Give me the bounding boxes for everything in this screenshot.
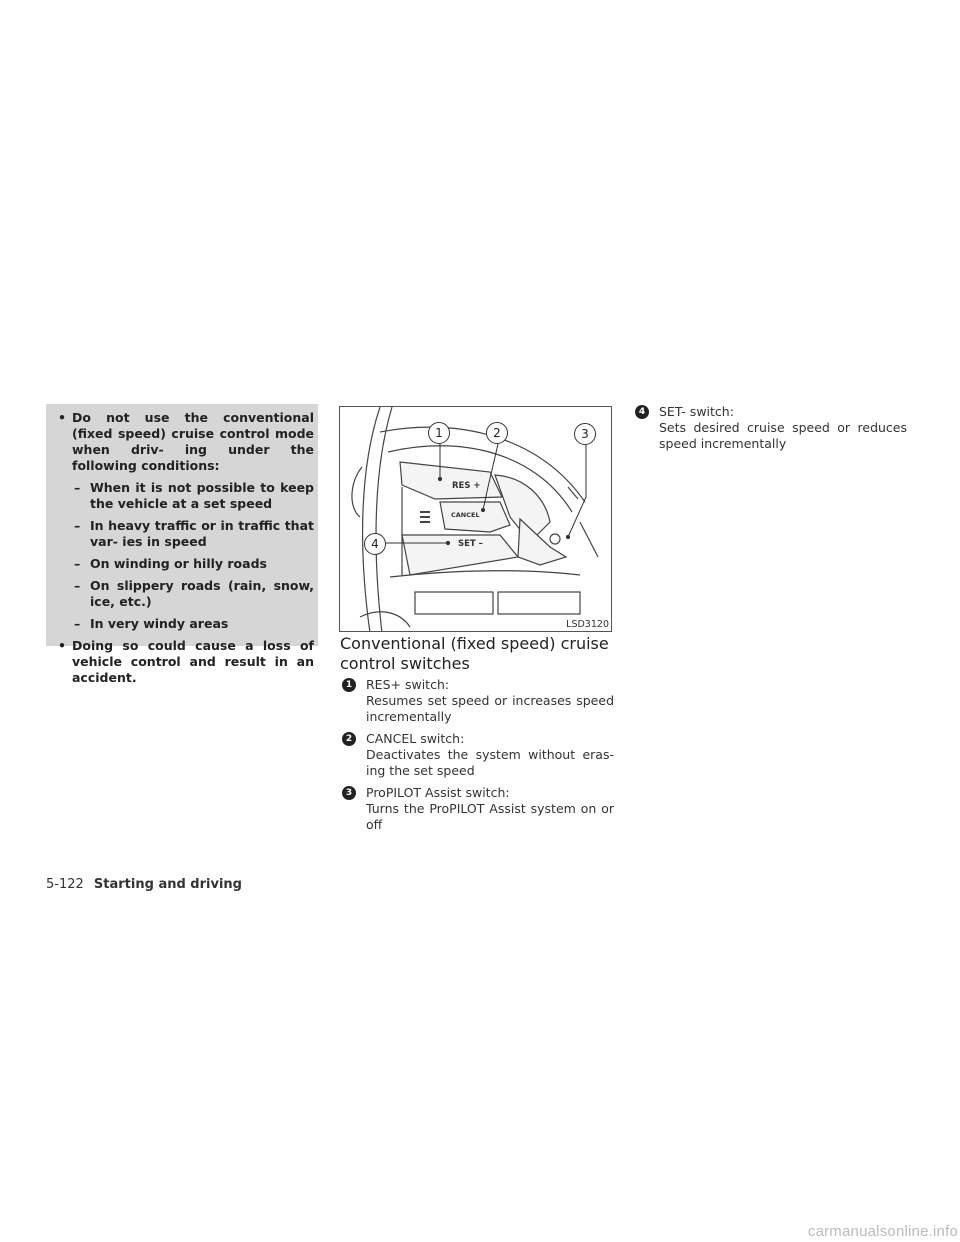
switch-item-set — [633, 404, 907, 452]
watermark: carmanualsonline.info — [807, 1223, 958, 1240]
page-number: 5-122 — [46, 877, 84, 892]
callout-number-icon: 2 — [342, 732, 356, 746]
warning-box — [46, 404, 318, 685]
chapter-title: Starting and driving — [93, 877, 242, 892]
switch-name: ProPILOT Assist switch: — [366, 785, 510, 800]
switch-name: SET- switch: — [659, 404, 734, 419]
warning-condition: – In very windy areas — [56, 616, 314, 632]
steering-switch-drawing — [340, 407, 612, 632]
switch-item-res — [340, 677, 614, 725]
callout-number-icon: 1 — [342, 678, 356, 692]
warning-bullet: • Doing so could cause a loss of vehicle control and result in an accident. — [56, 638, 314, 686]
switch-description: Turns the ProPILOT Assist system on or off — [366, 801, 614, 832]
callout-2: 2 — [486, 422, 508, 444]
cancel-button-label: CANCEL — [451, 511, 480, 519]
switch-list-continued — [633, 404, 907, 458]
callout-1: 1 — [428, 422, 450, 444]
page-footer — [46, 877, 242, 892]
switch-item-propilot — [340, 785, 614, 833]
switch-item-cancel — [340, 731, 614, 779]
callout-4: 4 — [364, 533, 386, 555]
warning-condition: – On slippery roads (rain, snow, ice, etc.) — [56, 578, 314, 610]
switch-description: Deactivates the system without eras- ing the set speed — [366, 747, 614, 778]
switch-name: CANCEL switch: — [366, 731, 465, 746]
switch-list — [340, 677, 614, 839]
switch-illustration — [339, 406, 612, 632]
section-title: Conventional (fixed speed) cruise control switches — [340, 634, 609, 673]
switch-description: Sets desired cruise speed or reduces speed incrementally — [659, 420, 907, 451]
figure-code: LSD3120 — [566, 619, 609, 630]
set-button-label: SET – — [458, 539, 483, 549]
res-button-label: RES + — [452, 481, 481, 491]
switch-description: Resumes set speed or increases speed incrementally — [366, 693, 614, 724]
callout-3: 3 — [574, 423, 596, 445]
warning-condition: – On winding or hilly roads — [56, 556, 314, 572]
callout-number-icon: 3 — [342, 786, 356, 800]
warning-bullet: • Do not use the conventional (fixed speed) cruise control mode when driv- ing under the following conditions: — [56, 410, 314, 474]
callout-number-icon: 4 — [635, 405, 649, 419]
switch-name: RES+ switch: — [366, 677, 450, 692]
warning-condition: – In heavy traffic or in traffic that var- ies in speed — [56, 518, 314, 550]
warning-condition: – When it is not possible to keep the vehicle at a set speed — [56, 480, 314, 512]
